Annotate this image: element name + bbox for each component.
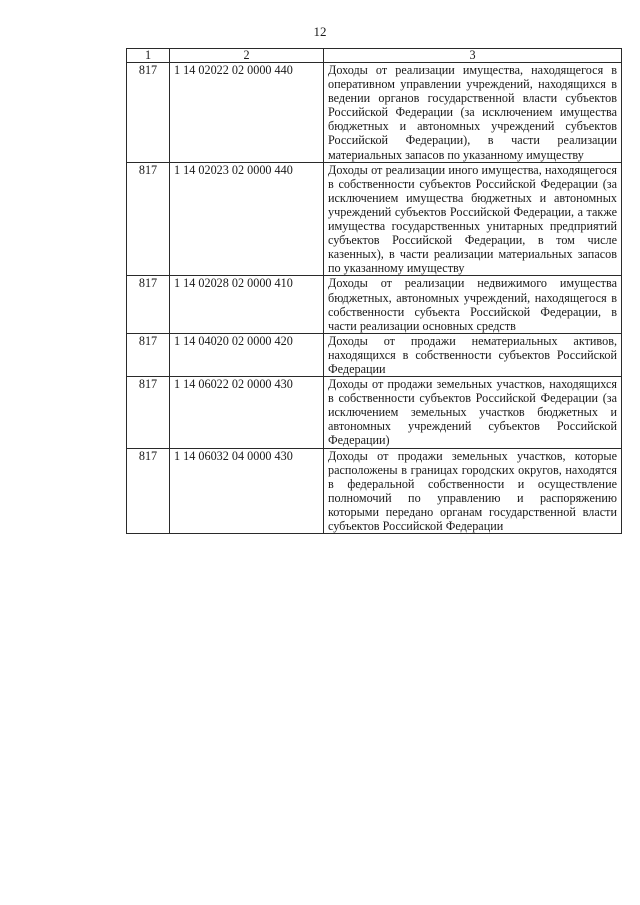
column-header: 3 [324, 49, 622, 63]
table-row [127, 63, 622, 163]
admin-code-cell: 817 [127, 276, 170, 333]
revenue-description-cell: Доходы от реализации недвижимого имущества бюджетных, автономных учреждений, находящегося в собственности субъекта Российской Федерации, в части реализации основных средств [324, 276, 622, 333]
revenue-description-cell: Доходы от продажи нематериальных активов, находящихся в собственности субъектов Российской Федерации [324, 333, 622, 376]
budget-code-cell: 1 14 02028 02 0000 410 [170, 276, 324, 333]
table-row [127, 162, 622, 276]
page-number: 12 [313, 24, 327, 39]
budget-code-cell: 1 14 02022 02 0000 440 [170, 63, 324, 163]
budget-code-cell: 1 14 02023 02 0000 440 [170, 162, 324, 276]
budget-code-cell: 1 14 06032 04 0000 430 [170, 448, 324, 534]
budget-code-cell: 1 14 04020 02 0000 420 [170, 333, 324, 376]
column-header: 1 [127, 49, 170, 63]
revenue-description-cell: Доходы от продажи земельных участков, которые расположены в границах городских округов, находятся в федеральной собственности и осуществление полномочий по управлению и распоряжению которыми передано органам государственной власти субъектов Российской Федерации [324, 448, 622, 534]
table-row [127, 276, 622, 333]
admin-code-cell: 817 [127, 448, 170, 534]
admin-code-cell: 817 [127, 162, 170, 276]
revenue-description-cell: Доходы от реализации иного имущества, находящегося в собственности субъектов Российской Федерации (за исключением имущества бюджетных и автономных учреждений субъектов Российской Федерации, а также имущества государственных унитарных предприятий субъектов Российской Федерации, в том числе казенных), в части реализации материальных запасов по указанному имуществу [324, 162, 622, 276]
table-row [127, 333, 622, 376]
admin-code-cell: 817 [127, 63, 170, 163]
revenue-description-cell: Доходы от реализации имущества, находящегося в оперативном управлении учреждений, находящихся в ведении органов государственной власти субъектов Российской Федерации (за исключением имущества бюджетных и автономных учреждений субъектов Российской Федерации), в части реализации материальных запасов по указанному имуществу [324, 63, 622, 163]
column-header: 2 [170, 49, 324, 63]
admin-code-cell: 817 [127, 333, 170, 376]
budget-code-cell: 1 14 06022 02 0000 430 [170, 377, 324, 448]
table-header-row [127, 49, 622, 63]
revenue-description-cell: Доходы от продажи земельных участков, находящихся в собственности субъектов Российской Федерации (за исключением земельных участков бюджетных и автономных учреждений субъектов Российской Федерации) [324, 377, 622, 448]
table-row [127, 377, 622, 448]
table-row [127, 448, 622, 534]
revenue-codes-table [126, 48, 622, 534]
admin-code-cell: 817 [127, 377, 170, 448]
